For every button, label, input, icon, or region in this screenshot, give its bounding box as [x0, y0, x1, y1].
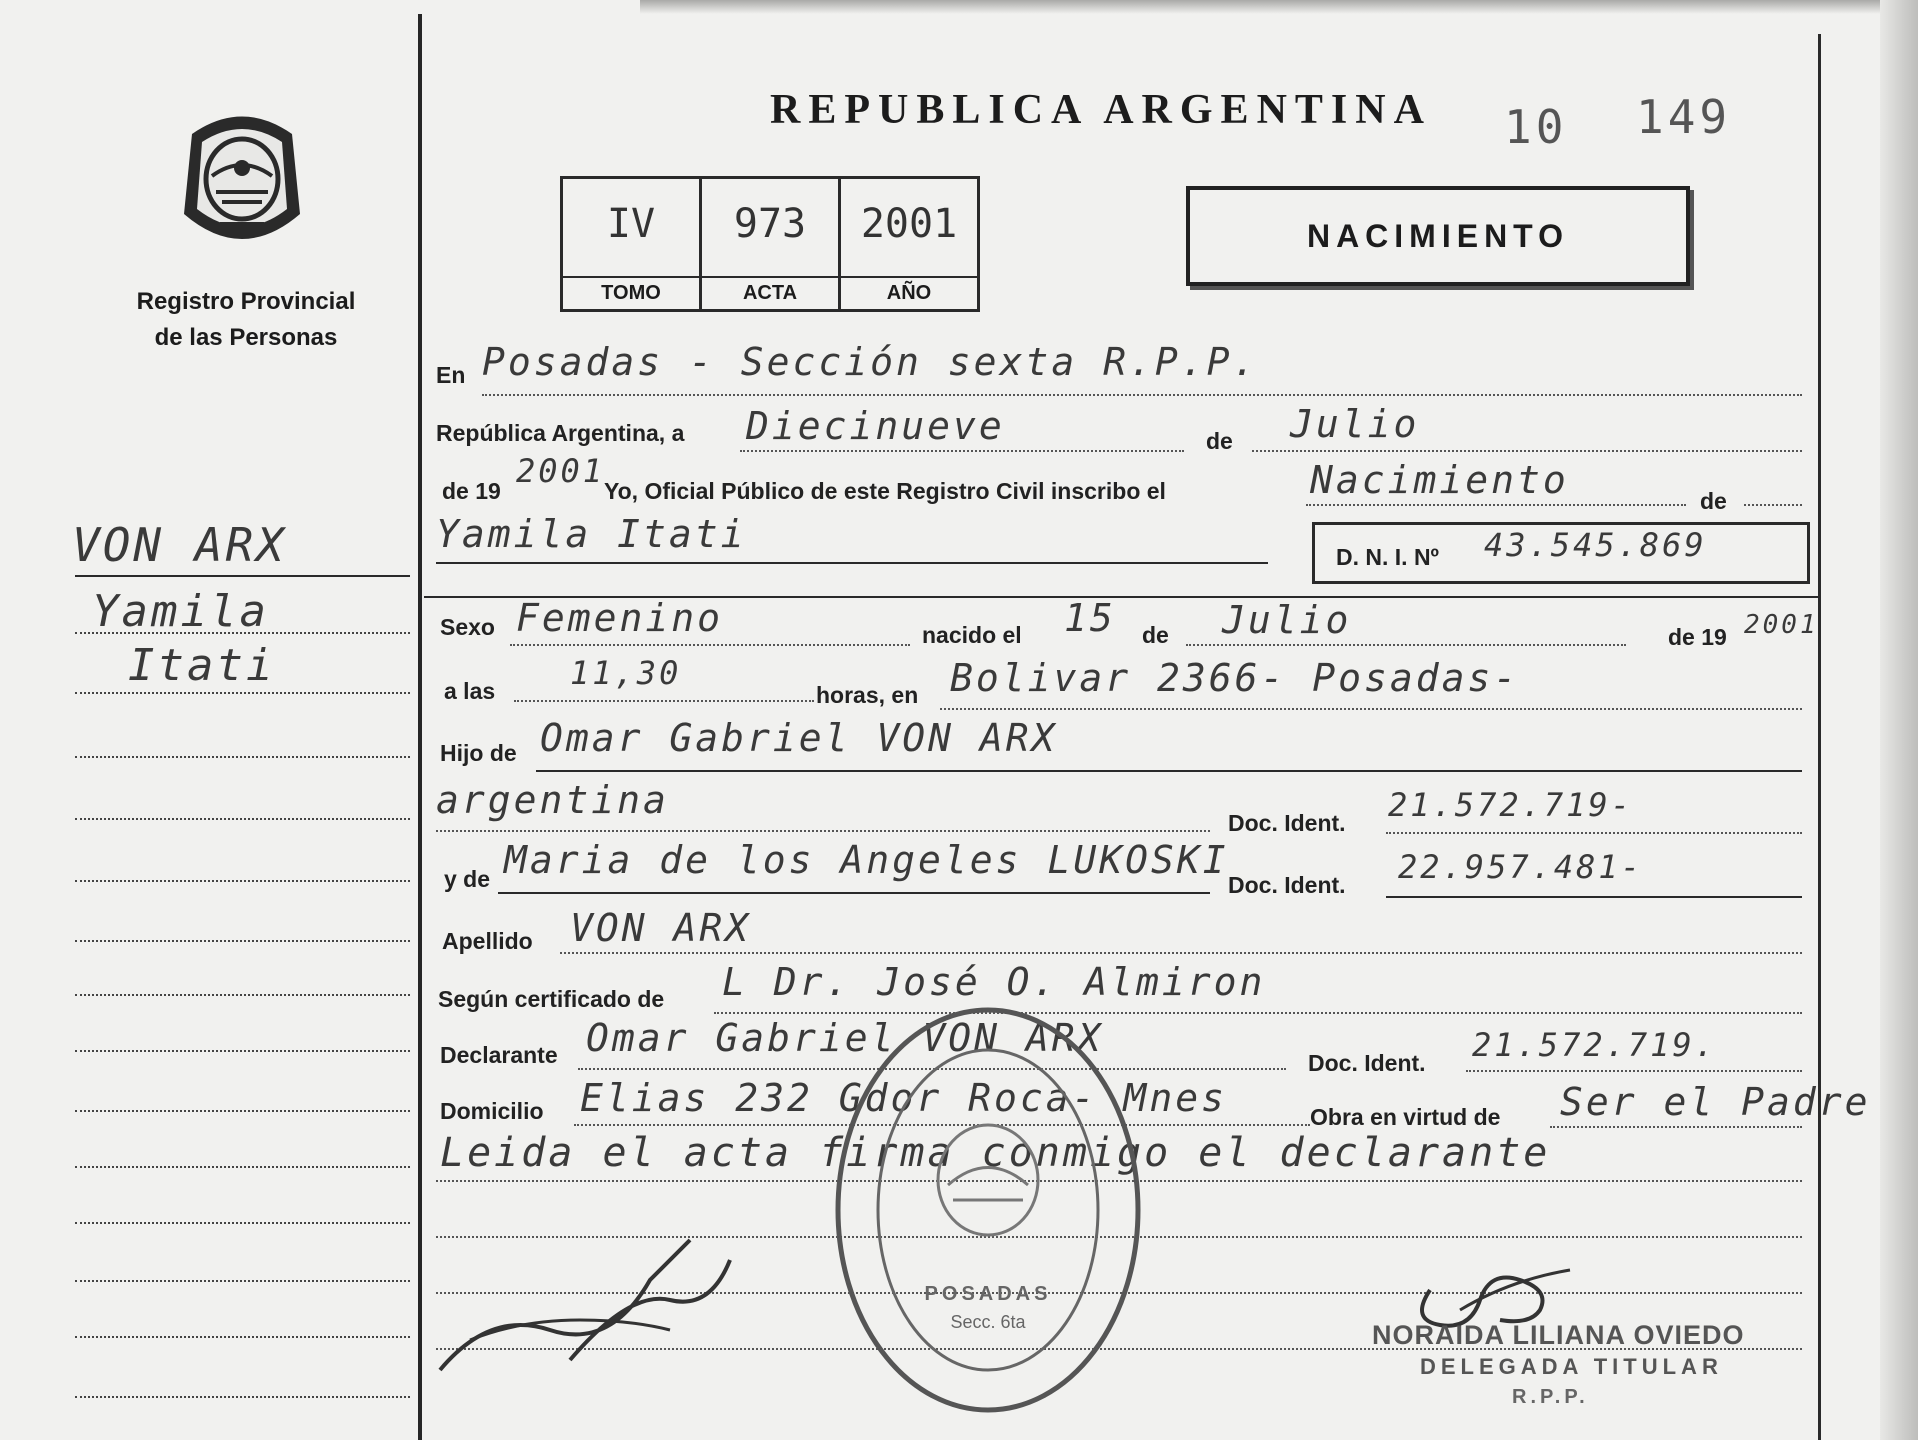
registry-name	[110, 284, 382, 356]
fill-line	[1306, 504, 1686, 506]
fill-line	[514, 700, 814, 702]
stub-line	[75, 1050, 410, 1052]
fill-line	[436, 562, 1268, 564]
apellido-value: VON ARX	[570, 906, 752, 950]
apellido-label: Apellido	[442, 928, 533, 954]
stub-given-1: Yamila	[92, 586, 269, 637]
padre-value: Omar Gabriel VON ARX	[540, 716, 1058, 760]
tomo-label: TOMO	[563, 276, 699, 305]
stub-line	[75, 632, 410, 634]
acta-cell	[702, 179, 841, 309]
record-table	[560, 176, 980, 312]
de19-label-2: de 19	[1668, 624, 1727, 650]
padre-doc-value: 21.572.719-	[1388, 786, 1633, 824]
madre-value: Maria de los Angeles LUKOSKI	[504, 838, 1229, 882]
fill-line	[436, 830, 1210, 832]
domicilio-value: Elias 232 Gdor Roca- Mnes	[580, 1076, 1227, 1120]
coat-of-arms-icon	[172, 104, 312, 254]
leida-text: Leida el acta firma conmigo el declarante	[440, 1130, 1551, 1176]
stub-line	[75, 692, 410, 694]
stamp-number-right: 149	[1636, 90, 1732, 144]
declarant-signature-icon	[430, 1220, 790, 1390]
horas-en-label: horas, en	[816, 682, 919, 708]
domicilio-label: Domicilio	[440, 1098, 544, 1124]
stub-line	[75, 1336, 410, 1338]
ano-cell	[841, 179, 977, 309]
svg-text:POSADAS: POSADAS	[924, 1283, 1052, 1305]
nacido-label: nacido el	[922, 622, 1022, 648]
ano-label: AÑO	[841, 276, 977, 305]
fill-line	[1386, 896, 1802, 898]
declarante-label: Declarante	[440, 1042, 558, 1068]
acta-label: ACTA	[702, 276, 838, 305]
registry-line-1: Registro Provincial	[136, 288, 356, 315]
stub-line	[75, 1110, 410, 1112]
certificado-label: Según certificado de	[438, 986, 665, 1012]
document-type-box: NACIMIENTO	[1186, 186, 1690, 286]
fill-line	[510, 644, 910, 646]
hijo-label: Hijo de	[440, 740, 517, 766]
stub-line	[75, 818, 410, 820]
padre-nacionalidad-value: argentina	[436, 778, 669, 822]
fill-line	[1550, 1126, 1802, 1128]
official-name: NORAIDA LILIANA OVIEDO	[1372, 1320, 1745, 1350]
fill-line	[560, 952, 1802, 954]
fill-line	[1386, 832, 1802, 834]
madre-doc-value: 22.957.481-	[1398, 848, 1643, 886]
doc-label-2: Doc. Ident.	[1228, 872, 1346, 898]
de-label-3: de	[1142, 622, 1169, 648]
svg-text:Secc. 6ta: Secc. 6ta	[950, 1312, 1026, 1332]
en-label: En	[436, 362, 466, 388]
stub-line	[75, 940, 410, 942]
dia-nac-value: 15	[1064, 596, 1116, 640]
hora-value: 11,30	[570, 654, 682, 692]
sexo-label: Sexo	[440, 614, 495, 640]
mes-value: Julio	[1290, 402, 1420, 446]
dia-texto-value: Diecinueve	[746, 404, 1005, 448]
sexo-value: Femenino	[516, 596, 724, 640]
dni-label: D. N. I. Nº	[1336, 544, 1439, 570]
official-office: R.P.P.	[1512, 1386, 1589, 1408]
acta-value: 973	[733, 201, 807, 247]
de19-label: de 19	[442, 478, 501, 504]
fill-line	[1252, 450, 1802, 452]
doc-label-3: Doc. Ident.	[1308, 1050, 1426, 1076]
page-edge-shadow	[1880, 0, 1918, 1440]
fill-line	[498, 892, 1210, 894]
stub-line	[75, 1396, 410, 1398]
fill-line	[940, 708, 1802, 710]
declarante-doc-value: 21.572.719.	[1472, 1026, 1717, 1064]
stub-line	[75, 994, 410, 996]
stub-given-2: Itati	[128, 640, 276, 691]
stub-line	[75, 756, 410, 758]
fill-line	[482, 394, 1802, 396]
mes-nac-value: Julio	[1222, 598, 1352, 642]
fill-line	[1186, 644, 1626, 646]
country-title: REPUBLICA ARGENTINA	[770, 87, 1432, 133]
registry-line-2: de las Personas	[154, 324, 338, 351]
top-shadow	[640, 0, 1918, 14]
yo-oficial-text: Yo, Oficial Público de este Registro Civil inscribo el	[604, 478, 1166, 504]
anio-nac-value: 2001	[1744, 610, 1819, 640]
dni-value: 43.545.869	[1484, 526, 1707, 564]
anio-inscripcion-value: 2001	[516, 452, 606, 490]
lugar-value: Posadas - Sección sexta R.P.P.	[482, 340, 1259, 384]
obra-label: Obra en virtud de	[1310, 1104, 1501, 1130]
stub-divider	[418, 14, 422, 1440]
de-label: de	[1206, 428, 1233, 454]
obra-value: Ser el Padre	[1560, 1080, 1871, 1124]
stub-line	[75, 1166, 410, 1168]
lugar-nac-value: Bolivar 2366- Posadas-	[950, 656, 1520, 700]
republica-label: República Argentina, a	[436, 420, 685, 446]
de-label-2: de	[1700, 488, 1727, 514]
official-role: DELEGADA TITULAR	[1420, 1354, 1723, 1379]
official-seal-icon	[828, 1000, 1148, 1420]
a-las-label: a las	[444, 678, 496, 704]
stub-surname-line	[75, 575, 410, 577]
tomo-value: IV	[606, 201, 656, 247]
doc-label: Doc. Ident.	[1228, 810, 1346, 836]
declarante-value: Omar Gabriel VON ARX	[586, 1016, 1104, 1060]
fill-line	[740, 450, 1184, 452]
acto-value: Nacimiento	[1310, 458, 1569, 502]
y-de-label: y de	[444, 866, 491, 892]
fill-line	[1466, 1070, 1802, 1072]
stub-line	[75, 880, 410, 882]
tomo-cell	[563, 179, 702, 309]
stub-line	[75, 1280, 410, 1282]
stub-surname: VON ARX	[72, 518, 287, 572]
fill-line	[1744, 504, 1802, 506]
certificado-value: L Dr. José O. Almiron	[722, 960, 1266, 1004]
stub-line	[75, 1222, 410, 1224]
fill-line	[536, 770, 1802, 772]
stamp-number-left: 10	[1504, 100, 1568, 154]
form-right-border	[1818, 34, 1821, 1440]
nombre-value: Yamila Itati	[436, 512, 747, 556]
ano-value: 2001	[860, 201, 958, 247]
